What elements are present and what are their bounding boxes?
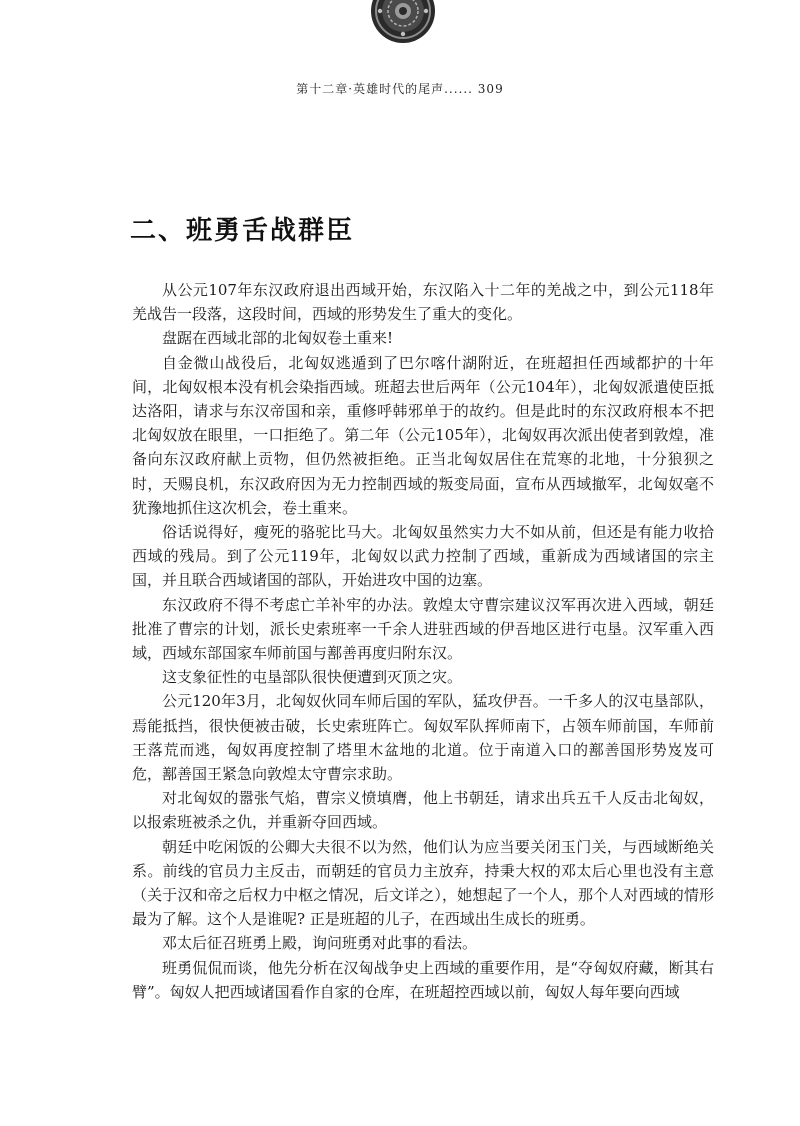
paragraph: 邓太后征召班勇上殿，询问班勇对此事的看法。 — [162, 934, 478, 953]
running-head: 第十二章·英雄时代的尾声...... 309 — [296, 82, 504, 96]
paragraph: 公元120年3月，北匈奴伙同车师后国的军队，猛攻伊吾。一千多人的汉屯垦部队，焉能抵挡，很快便被击破，长史索班阵亡。匈奴军队挥师南下，占领车师前国，车师前王落荒而逃，匈奴再度控制了塔里木盆地的北道。位于南道入口的鄯善国形势岌岌可危，鄯善国王紧急向敦煌太守曹宗求助。 — [132, 692, 714, 784]
ornamental-medallion-icon — [370, 0, 436, 44]
paragraph: 盘踞在西域北部的北匈奴卷土重来! — [162, 329, 394, 348]
body-text — [132, 278, 714, 1004]
paragraph: 自金微山战役后，北匈奴逃遁到了巴尔喀什湖附近，在班超担任西域都护的十年间，北匈奴根本没有机会染指西域。班超去世后两年（公元104年），北匈奴派遣使臣抵达洛阳，请求与东汉帝国和亲，重修呼韩邪单于的故约。但是此时的东汉政府根本不把北匈奴放在眼里，一口拒绝了。第二年（公元105年），北匈奴再次派出使者到敦煌，准备向东汉政府献上贡物，但仍然被拒绝。正当北匈奴居住在荒寒的北地，十分狼狈之时，天赐良机，东汉政府因为无力控制西域的叛变局面，宣布从西域撤军，北匈奴毫不犹豫地抓住这次机会，卷土重来。 — [132, 353, 714, 517]
paragraph: 东汉政府不得不考虑亡羊补牢的办法。敦煌太守曹宗建议汉军再次进入西域，朝廷批准了曹宗的计划，派长史索班率一千余人进驻西域的伊吾地区进行屯垦。汉军重入西域，西域东部国家车师前国与鄯善再度归附东汉。 — [132, 595, 714, 663]
paragraph: 从公元107年东汉政府退出西域开始，东汉陷入十二年的羌战之中，到公元118年羌战告一段落，这段时间，西域的形势发生了重大的变化。 — [132, 281, 714, 324]
paragraph: 俗话说得好，瘦死的骆驼比马大。北匈奴虽然实力大不如从前，但还是有能力收拾西域的残局。到了公元119年，北匈奴以武力控制了西域，重新成为西域诸国的宗主国，并且联合西域诸国的部队，开始进攻中国的边塞。 — [132, 523, 714, 590]
paragraph: 朝廷中吃闲饭的公卿大夫很不以为然，他们认为应当要关闭玉门关，与西域断绝关系。前线的官员力主反击，而朝廷的官员力主放弃，持秉大权的邓太后心里也没有主意（关于汉和帝之后权力中枢之情况，后文详之），她想起了一个人，那个人对西域的情形最为了解。这个人是谁呢? 正是班超的儿子，在西域出生成长的班勇。 — [132, 837, 714, 929]
paragraph: 对北匈奴的嚣张气焰，曹宗义愤填膺，他上书朝廷，请求出兵五千人反击北匈奴，以报索班被杀之仇，并重新夺回西域。 — [132, 789, 714, 832]
section-title: 二、班勇舌战群臣 — [130, 215, 355, 246]
paragraph: 班勇侃侃而谈，他先分析在汉匈战争史上西域的重要作用，是“夺匈奴府藏，断其右臂”。匈奴人把西域诸国看作自家的仓库，在班超控西域以前，匈奴人每年要向西域 — [132, 958, 714, 1001]
paragraph: 这支象征性的屯垦部队很快便遭到灭顶之灾。 — [162, 668, 463, 687]
